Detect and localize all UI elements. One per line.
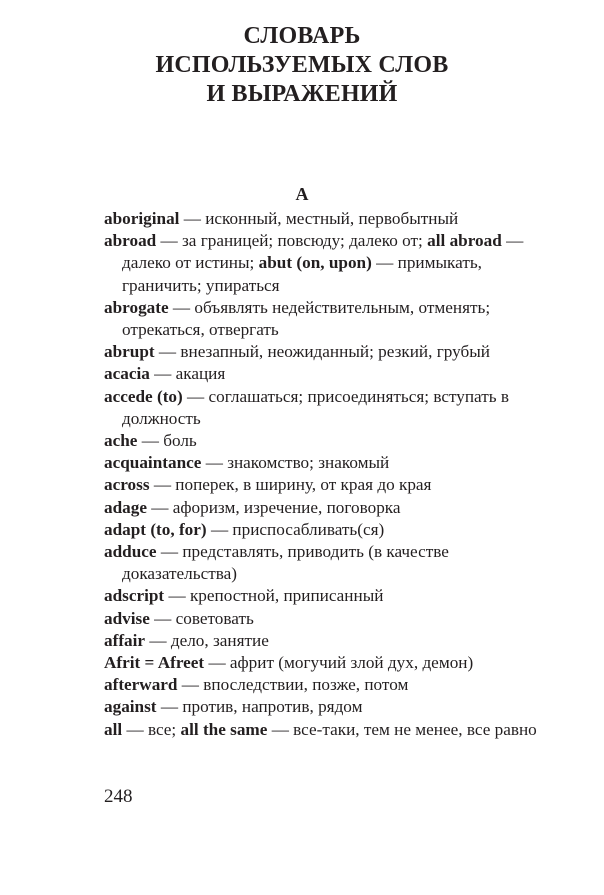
definition: — внезапный, неожиданный; резкий, грубый: [154, 342, 490, 362]
dictionary-entry: [104, 208, 560, 230]
headword: ache: [104, 431, 138, 451]
page-number: 248: [104, 786, 133, 807]
dictionary-entry: [104, 608, 560, 630]
definition: — советовать: [149, 608, 254, 628]
definition: — акация: [149, 364, 226, 384]
dictionary-entry: [104, 541, 560, 585]
headword: accede (to): [104, 386, 183, 406]
dictionary-entry: [104, 696, 560, 718]
headword: all: [104, 719, 123, 739]
headword: all the same: [180, 719, 268, 739]
definition: — объявлять недействительным, отменять; отрекаться, отвергать: [122, 297, 491, 340]
headword: acquaintance: [104, 453, 202, 473]
definition: — афоризм, изречение, поговорка: [146, 497, 401, 517]
definition: — дело, занятие: [145, 630, 269, 650]
dictionary-entry: [104, 497, 560, 519]
definition: — знакомство; знакомый: [201, 453, 390, 473]
headword: advise: [104, 608, 150, 628]
headword: adscript: [104, 586, 165, 606]
headword: affair: [104, 630, 146, 650]
headword: aboriginal: [104, 209, 180, 228]
definition: — представлять, приводить (в качестве доказательства): [122, 542, 449, 584]
headword: abrupt: [104, 342, 155, 362]
dictionary-entry: [104, 297, 560, 341]
headword: acacia: [104, 364, 150, 384]
page-title: [0, 22, 604, 109]
dictionary-entry: [104, 630, 560, 652]
definition: — приспосабливать(ся): [206, 519, 385, 539]
definition: — далеко от истины;: [122, 231, 524, 273]
dictionary-entry: [104, 430, 560, 452]
definition: — соглашаться; присоединяться; вступать в должность: [122, 386, 509, 428]
headword: all abroad: [427, 231, 502, 251]
title-line: И ВЫРАЖЕНИЙ: [206, 81, 398, 107]
definition: — впоследствии, позже, потом: [177, 675, 409, 695]
dictionary-entry: [104, 363, 560, 385]
definition: — исконный, местный, первобытный: [179, 209, 459, 228]
definition: — против, напротив, рядом: [156, 697, 363, 717]
definition: — за границей; повсюду; далеко от;: [156, 231, 428, 251]
dictionary-entry: [104, 230, 560, 297]
dictionary-entry: [104, 341, 560, 363]
dictionary-entry: [104, 652, 560, 674]
headword: abroad: [104, 231, 157, 251]
dictionary-entries: [104, 208, 560, 741]
headword: afterward: [104, 675, 178, 695]
dictionary-entry: [104, 585, 560, 607]
headword: Afrit = Afreet: [104, 653, 205, 673]
headword: against: [104, 697, 157, 717]
headword: abrogate: [104, 297, 169, 317]
title-line: СЛОВАРЬ: [243, 23, 361, 49]
definition: — все;: [122, 719, 181, 739]
section-letter: A: [295, 184, 309, 204]
definition: — крепостной, приписанный: [164, 586, 384, 606]
definition: — поперек, в ширину, от края до края: [149, 475, 432, 495]
definition: — африт (могучий злой дух, демон): [204, 653, 474, 673]
dictionary-entry: [104, 719, 560, 741]
definition: — все-таки, тем не менее, все равно: [267, 719, 537, 739]
headword: adduce: [104, 542, 157, 562]
dictionary-entry: [104, 519, 560, 541]
dictionary-entry: [104, 452, 560, 474]
headword: across: [104, 475, 150, 495]
dictionary-entry: [104, 474, 560, 496]
title-line: ИСПОЛЬЗУЕМЫХ СЛОВ: [155, 52, 449, 78]
dictionary-entry: [104, 674, 560, 696]
definition: — боль: [137, 431, 197, 451]
headword: abut (on, upon): [258, 253, 372, 273]
headword: adapt (to, for): [104, 519, 207, 539]
dictionary-entry: [104, 386, 560, 430]
definition: — примыкать, граничить; упираться: [122, 253, 482, 295]
headword: adage: [104, 497, 147, 517]
